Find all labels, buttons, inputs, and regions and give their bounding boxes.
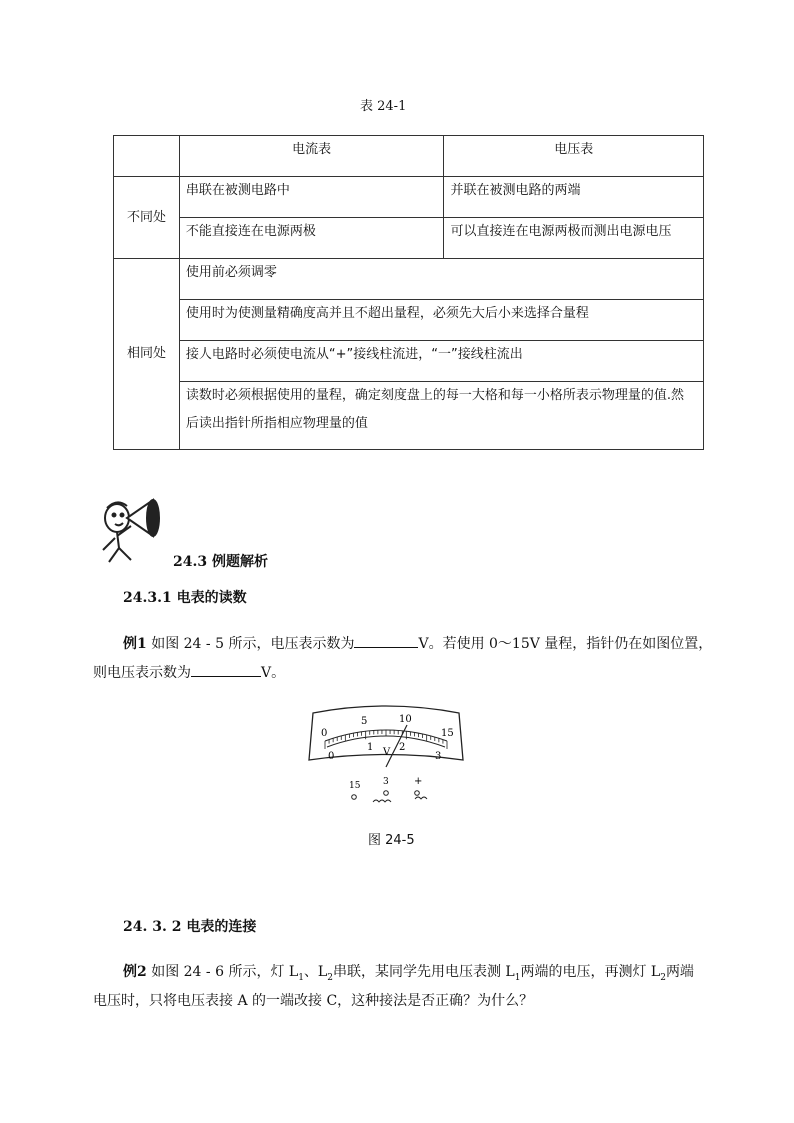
wire-coil-icon — [415, 797, 427, 799]
figure-caption: 图 24-5 — [368, 833, 415, 848]
example-1-line-1 — [123, 630, 713, 658]
lower-scale-label: 3 — [435, 751, 442, 762]
example-text: 串联，某同学先用电压表测 L — [332, 964, 515, 980]
voltmeter-figure — [303, 705, 469, 807]
table-corner-cell — [114, 136, 180, 177]
table-caption: 表 24-1 — [360, 99, 407, 114]
upper-scale-label: 15 — [441, 728, 454, 739]
section-title: 24.3 例题解析 — [173, 554, 268, 570]
column-header-voltmeter: 电压表 — [444, 136, 704, 177]
table-cell: 不能直接连在电源两极 — [179, 218, 444, 259]
table-cell: 读数时必须根据使用的量程，确定刻度盘上的每一大格和每一小格所表示物理量的值.然后读出指针所指相应物理量的值 — [179, 382, 703, 450]
example-text: 两端的电压，再测灯 L — [520, 964, 661, 980]
lower-scale-label: 2 — [399, 742, 406, 753]
megaphone-figure-icon — [95, 488, 173, 566]
upper-scale-label: 10 — [399, 714, 412, 725]
subsection-title: 24. 3. 2 电表的连接 — [123, 919, 257, 935]
table-cell: 使用前必须调零 — [179, 259, 703, 300]
terminal-label: + — [414, 776, 423, 787]
wire-coil-icon — [373, 800, 391, 802]
example-text: V。若使用 0～15V 量程，指针仍在如图位置， — [418, 636, 713, 652]
answer-blank[interactable] — [354, 633, 418, 648]
terminal-label: 15 — [349, 781, 361, 791]
example-text: 两端 — [665, 964, 694, 980]
example-text: 如图 24 - 5 所示，电压表示数为 — [146, 636, 355, 652]
comparison-table — [113, 135, 704, 450]
terminal-post-icon — [415, 791, 420, 796]
example-2-line-2: 电压时，只将电压表接 A 的一端改接 C，这种接法是否正确？为什么？ — [93, 993, 534, 1009]
example-label: 例1 — [123, 636, 147, 652]
row-label-similarities: 相同处 — [114, 259, 180, 450]
lower-scale-label: 0 — [328, 751, 335, 762]
lower-scale-label: 1 — [367, 742, 374, 753]
column-header-ammeter: 电流表 — [179, 136, 444, 177]
unit-label: V — [383, 747, 391, 758]
subscript: 2 — [660, 972, 666, 983]
terminal-label: 3 — [383, 777, 389, 787]
example-text: 则电压表示数为 — [93, 665, 191, 681]
example-text: 、L — [303, 964, 328, 980]
example-label: 例2 — [123, 964, 147, 980]
example-text: V。 — [261, 665, 286, 681]
answer-blank[interactable] — [191, 662, 261, 677]
subscript: 1 — [514, 972, 521, 983]
example-1-line-2 — [93, 659, 713, 687]
terminal-post-icon — [384, 791, 389, 796]
upper-scale-label: 0 — [321, 728, 328, 739]
terminal-post-icon — [352, 795, 357, 800]
table-cell: 串联在被测电路中 — [179, 177, 444, 218]
subscript: 1 — [298, 972, 304, 983]
example-text: 如图 24 - 6 所示，灯 L — [146, 964, 299, 980]
table-cell: 并联在被测电路的两端 — [444, 177, 704, 218]
upper-scale-label: 5 — [361, 716, 368, 727]
table-cell: 接人电路时必须使电流从“+”接线柱流进，“一”接线柱流出 — [179, 341, 703, 382]
table-cell: 使用时为使测量精确度高并且不超出量程，必须先大后小来选择合量程 — [179, 300, 703, 341]
voltmeter-dial — [303, 705, 469, 807]
row-label-differences: 不同处 — [114, 177, 180, 259]
subsection-title: 24.3.1 电表的读数 — [123, 590, 247, 606]
table-cell: 可以直接连在电源两极而测出电源电压 — [444, 218, 704, 259]
subscript: 2 — [327, 972, 333, 983]
